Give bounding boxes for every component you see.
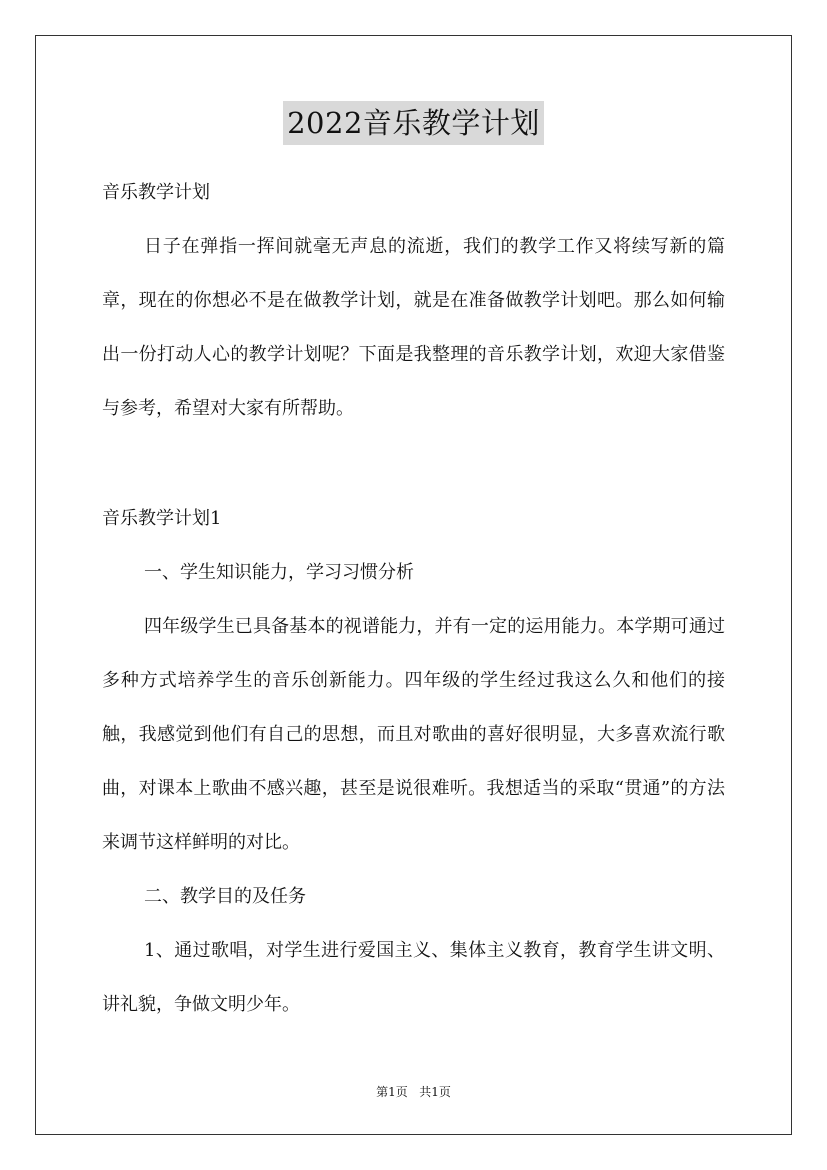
page-footer <box>0 1083 827 1101</box>
sub2-item-1: 1、通过歌唱，对学生进行爱国主义、集体主义教育，教育学生讲文明、讲礼貌，争做文明少年。 <box>102 940 725 1015</box>
title-container <box>0 101 827 145</box>
section1-heading: 音乐教学计划1 <box>102 508 222 529</box>
heading-main: 音乐教学计划 <box>102 182 210 203</box>
sub2-heading: 二、教学目的及任务 <box>144 886 306 907</box>
sub1-body: 四年级学生已具备基本的视谱能力，并有一定的运用能力。本学期可通过多种方式培养学生的音乐创新能力。四年级的学生经过我这么久和他们的接触，我感觉到他们有自己的思想，而且对歌曲的喜好很明显，大多喜欢流行歌曲，对课本上歌曲不感兴趣，甚至是说很难听。我想适当的采取“贯通”的方法来调节这样鲜明的对比。 <box>102 616 725 853</box>
document-title: 2022音乐教学计划 <box>283 101 544 145</box>
sub1-heading: 一、学生知识能力，学习习惯分析 <box>144 562 414 583</box>
page-number: 第1页 <box>376 1085 408 1099</box>
intro-paragraph: 日子在弹指一挥间就毫无声息的流逝，我们的教学工作又将续写新的篇章，现在的你想必不是在做教学计划，就是在准备做教学计划吧。那么如何输出一份打动人心的教学计划呢？下面是我整理的音乐教学计划，欢迎大家借鉴与参考，希望对大家有所帮助。 <box>102 236 725 419</box>
page-total: 共1页 <box>419 1085 451 1099</box>
